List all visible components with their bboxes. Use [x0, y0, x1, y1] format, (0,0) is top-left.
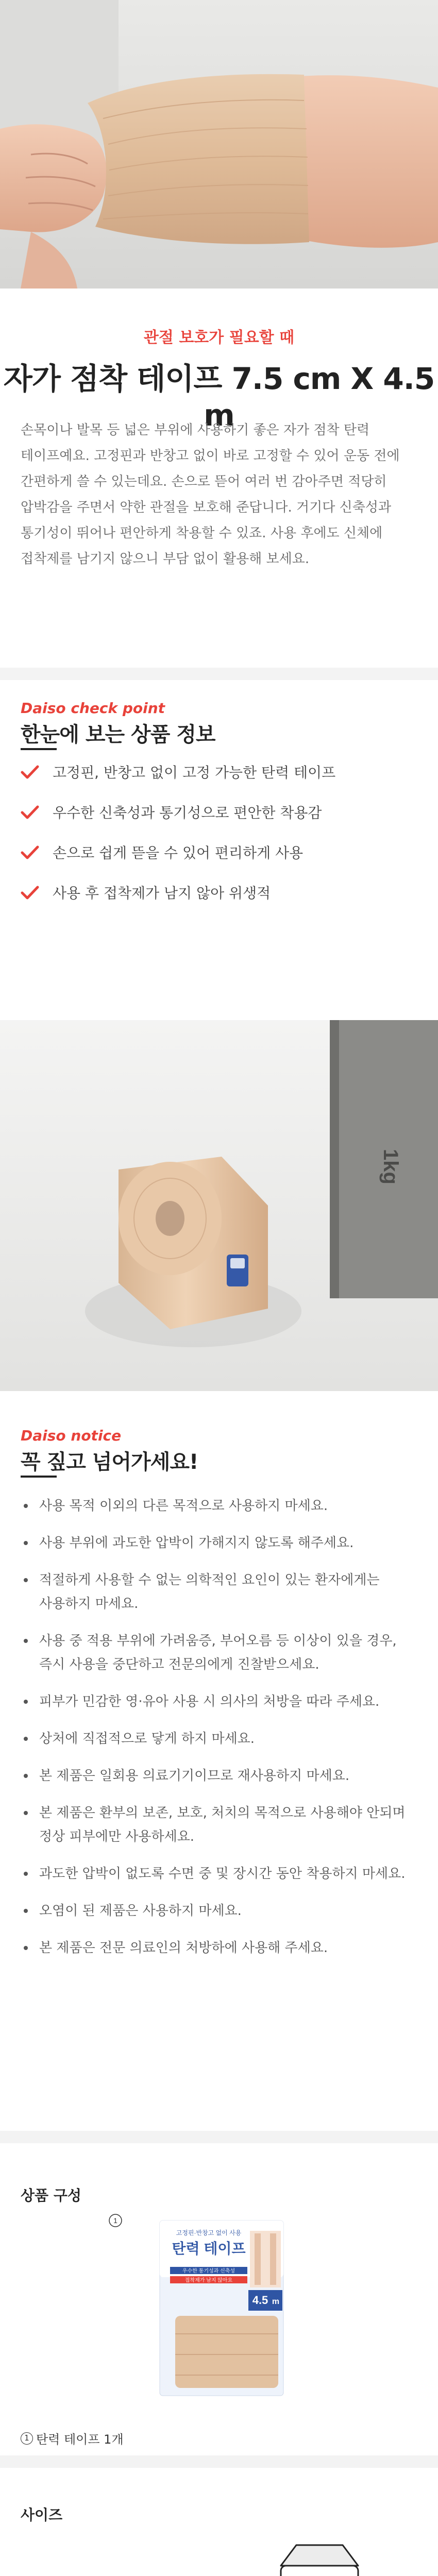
- size-title: 사이즈: [21, 2506, 63, 2523]
- hero-photo-illustration: [0, 0, 438, 289]
- check-icon: [21, 805, 39, 820]
- intro-kicker: 관절 보호가 필요할 때: [143, 329, 295, 347]
- check-icon: [21, 885, 39, 901]
- package-name: 탄력 테이프: [172, 2241, 246, 2257]
- composition-title: 상품 구성: [21, 2187, 81, 2204]
- notice-item: 적절하게 사용할 수 없는 의학적인 요인이 있는 환자에게는 사용하지 마세요.: [21, 1568, 417, 1616]
- package-small-text: 고정핀·반창고 없이 사용: [176, 2229, 242, 2236]
- check-point-tag: Daiso check point: [21, 700, 165, 717]
- package-size-value: 4.5: [252, 2294, 268, 2307]
- package-image: [103, 2210, 335, 2406]
- check-point-text: 우수한 신축성과 통기성으로 편안한 착용감: [53, 804, 322, 821]
- section-divider: [0, 668, 438, 680]
- package-brand: DAISO: [200, 2260, 217, 2265]
- check-point-list: [21, 762, 417, 923]
- composition-item-number: 1: [21, 2432, 33, 2445]
- notice-item: 본 제품은 일회용 의료기기이므로 재사용하지 마세요.: [21, 1764, 417, 1788]
- notice-list: [21, 1494, 417, 1973]
- notice-title: 꼭 짚고 넘어가세요!: [21, 1450, 198, 1474]
- package-number: 1: [113, 2216, 117, 2225]
- notice-item: 본 제품은 환부의 보존, 보호, 처치의 목적으로 사용해야 안되며 정상 피부에만 사용하세요.: [21, 1801, 417, 1849]
- product-photo-illustration: [0, 1020, 438, 1391]
- notice-item: 상처에 직접적으로 닿게 하지 마세요.: [21, 1727, 417, 1751]
- product-description: 손목이나 발목 등 넓은 부위에 사용하기 좋은 자가 점착 탄력 테이프예요. 고정핀과 반창고 없이 바로 고정할 수 있어 운동 전에 간편하게 쓸 수 있는데요. 손으로 뜯어 여러 번 감아주면 적당히 압박감을 주면서 약한 관절을 보호해 준답니다. 거기다 신축성과 통기성이 뛰어나 편안하게 착용할 수 있죠. 사용 후에도 신체에 접착제를 남기지 않으니 부담 없이 활용해 보세요.: [21, 422, 400, 567]
- check-point-item: [21, 803, 417, 843]
- notice-section: [0, 1391, 438, 2143]
- package-feature-2: 접착제가 남지 않아요: [184, 2278, 233, 2283]
- intro-section: [0, 289, 438, 680]
- package-size-unit: m: [272, 2297, 280, 2306]
- check-point-text: 고정핀, 반창고 없이 고정 가능한 탄력 테이프: [53, 764, 336, 781]
- check-point-text: 손으로 쉽게 뜯을 수 있어 편리하게 사용: [53, 844, 304, 861]
- composition-section: [0, 2143, 438, 2468]
- composition-item: [21, 2429, 124, 2447]
- notice-item: 사용 중 적용 부위에 가려움증, 부어오름 등 이상이 있을 경우, 즉시 사용을 중단하고 전문의에게 진찰받으세요.: [21, 1629, 417, 1676]
- notice-item: 사용 부위에 과도한 압박이 가해지지 않도록 해주세요.: [21, 1531, 417, 1555]
- check-icon: [21, 765, 39, 780]
- product-photo: [0, 1020, 438, 1391]
- package-feature-1: 우수한 통기성과 신축성: [182, 2268, 235, 2274]
- box-text: 1kg: [379, 1149, 402, 1184]
- notice-rule: [21, 1476, 57, 1478]
- size-illustration: [0, 2524, 438, 2576]
- composition-item-label: 탄력 테이프 1개: [36, 2432, 124, 2447]
- check-icon: [21, 845, 39, 860]
- check-point-text: 사용 후 접착제가 남지 않아 위생적: [53, 885, 271, 902]
- notice-item: 오염이 된 제품은 사용하지 마세요.: [21, 1899, 417, 1923]
- hero-photo: [0, 0, 438, 289]
- product-title: 자가 점착 테이프 7.5 cm X 4.5 m: [3, 361, 435, 433]
- check-point-item: [21, 762, 417, 803]
- section-divider: [0, 2455, 438, 2468]
- size-section: [0, 2468, 438, 2576]
- section-divider: [0, 2131, 438, 2143]
- package-illustration: [103, 2210, 335, 2406]
- check-point-title: 한눈에 보는 상품 정보: [21, 723, 215, 747]
- check-point-item: [21, 843, 417, 883]
- notice-item: 과도한 압박이 없도록 수면 중 및 장시간 동안 착용하지 마세요.: [21, 1862, 417, 1886]
- notice-item: 피부가 민감한 영·유아 사용 시 의사의 처방을 따라 주세요.: [21, 1690, 417, 1714]
- notice-item: 본 제품은 전문 의료인의 처방하에 사용해 주세요.: [21, 1936, 417, 1960]
- notice-item: 사용 목적 이외의 다른 목적으로 사용하지 마세요.: [21, 1494, 417, 1518]
- notice-tag: Daiso notice: [21, 1427, 122, 1444]
- check-point-rule: [21, 748, 57, 750]
- check-point-item: [21, 883, 417, 923]
- check-point-section: [0, 680, 438, 1020]
